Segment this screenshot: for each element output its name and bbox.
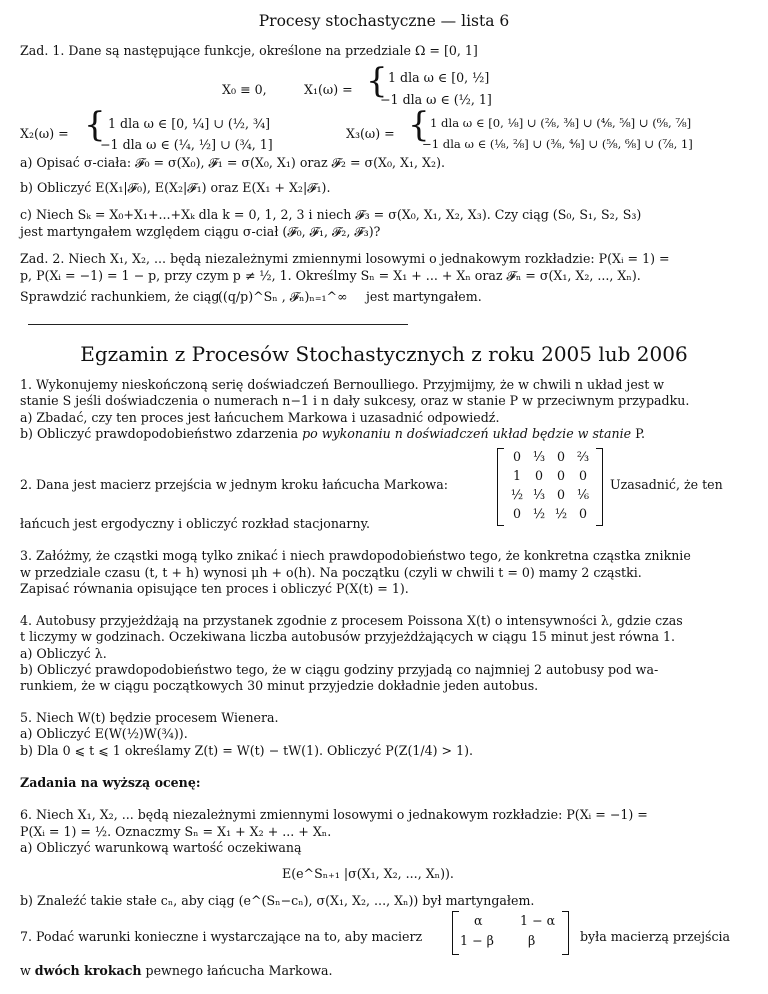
matrix-cell: 0 xyxy=(578,468,587,483)
matrix-cell: 0 xyxy=(578,506,587,521)
z1-line4-italic: po wykonaniu n doświadczeń układ będzie w stanie xyxy=(302,426,632,441)
z7-matrix-right-bracket xyxy=(562,911,569,955)
z6-line5: b) Znaleźć takie stałe cₙ, aby ciąg (e^(Sₙ−cₙ), σ(X₁, X₂, ..., Xₙ)) był martyngałem. xyxy=(20,893,535,908)
z7-line1: 7. Podać warunki konieczne i wystarczające na to, aby macierz xyxy=(20,929,423,944)
zad2-line3a: Sprawdzić rachunkiem, że ciąg xyxy=(20,289,220,304)
z1-line4-b: P. xyxy=(631,426,646,441)
z7-line1b: była macierzą przejścia xyxy=(580,929,731,944)
z1-line3: a) Zbadać, czy ten proces jest łańcuchem Markowa i uzasadnić odpowiedź. xyxy=(20,410,500,425)
z7-m11: α xyxy=(474,913,483,928)
x3-lhs: X₃(ω) = xyxy=(346,126,395,141)
x1-lhs: X₁(ω) = xyxy=(304,82,353,97)
matrix-cell: 0 xyxy=(512,449,521,464)
x1-case2: −1 dla ω ∈ (½, 1] xyxy=(380,92,492,107)
zad1-b: b) Obliczyć E(X₁|𝓕₀), E(X₂|𝓕₁) oraz E(X₁ + X₂|𝓕₁). xyxy=(20,180,331,195)
matrix-cell: 1 xyxy=(512,468,521,483)
page-title: Procesy stochastyczne — lista 6 xyxy=(258,12,510,30)
z4-line4: b) Obliczyć prawdopodobieństwo tego, że w ciągu godziny przyjadą co najmniej 2 autobusy pod wa- xyxy=(20,662,659,677)
z1-line4 xyxy=(20,426,748,442)
z1-line1: 1. Wykonujemy nieskończoną serię doświadczeń Bernoulliego. Przyjmijmy, że w chwili n układ jest w xyxy=(20,377,665,392)
z2-line2: łańcuch jest ergodyczny i obliczyć rozkład stacjonarny. xyxy=(20,516,371,531)
x2-case1: 1 dla ω ∈ [0, ¼] ∪ (½, ¾] xyxy=(108,116,271,131)
z1-line2: stanie S jeśli doświadczenia o numerach n−1 i n dały sukcesy, oraz w stanie P w przeciwnym przypadku. xyxy=(20,393,690,408)
z5-line2: a) Obliczyć E(W(½)W(¾)). xyxy=(20,726,188,741)
matrix-right-bracket xyxy=(596,448,603,526)
x3-case2: −1 dla ω ∈ (⅛, ²⁄₈] ∪ (³⁄₈, ⁴⁄₈] ∪ (⁵⁄₈, ⁶⁄₈] ∪ (⁷⁄₈, 1] xyxy=(422,137,693,151)
matrix-cell: 0 xyxy=(556,449,565,464)
z3-line2: w przedziale czasu (t, t + h) wynosi μh + o(h). Na początku (czyli w chwili t = 0) mamy 2 cząstki. xyxy=(20,565,642,580)
matrix-cell: 0 xyxy=(556,468,565,483)
z7-line2-b: pewnego łańcucha Markowa. xyxy=(141,963,333,978)
section-divider xyxy=(28,324,408,325)
matrix-left-bracket xyxy=(497,448,504,526)
zad1-intro: Zad. 1. Dane są następujące funkcje, określone na przedziale Ω = [0, 1] xyxy=(20,43,478,58)
x0-def: X₀ ≡ 0, xyxy=(222,82,267,97)
zad2-martingale: ((q/p)^Sₙ , 𝓕ₙ)ₙ₌₁^∞ xyxy=(218,289,348,304)
higher-grade-heading: Zadania na wyższą ocenę: xyxy=(20,775,201,790)
z2-line1b: Uzasadnić, że ten xyxy=(610,477,723,492)
z4-line2: t liczymy w godzinach. Oczekiwana liczba autobusów przyjeżdżających w ciągu 15 minut jest równa 1. xyxy=(20,629,676,644)
x3-brace: { xyxy=(408,105,430,145)
z7-line2-a: w xyxy=(20,963,35,978)
x2-lhs: X₂(ω) = xyxy=(20,126,69,141)
zad2-line2: p, P(Xᵢ = −1) = 1 − p, przy czym p ≠ ½, 1. Określmy Sₙ = X₁ + ... + Xₙ oraz 𝓕ₙ = σ(X₁, X₂, ..., Xₙ). xyxy=(20,268,641,283)
z4-line1: 4. Autobusy przyjeżdżają na przystanek zgodnie z procesem Poissona X(t) o intensywności λ, gdzie czas xyxy=(20,613,683,628)
x1-brace: { xyxy=(366,61,388,101)
z2-line1: 2. Dana jest macierz przejścia w jednym kroku łańcucha Markowa: xyxy=(20,477,448,492)
matrix-cell: 0 xyxy=(534,468,543,483)
z3-line3: Zapisać równania opisujące ten proces i obliczyć P(X(t) = 1). xyxy=(20,581,409,596)
z5-line1: 5. Niech W(t) będzie procesem Wienera. xyxy=(20,710,279,725)
zad1-a: a) Opisać σ-ciała: 𝓕₀ = σ(X₀), 𝓕₁ = σ(X₀, X₁) oraz 𝓕₂ = σ(X₀, X₁, X₂). xyxy=(20,155,445,170)
z4-line5: runkiem, że w ciągu początkowych 30 minut przyjedzie dokładnie jeden autobus. xyxy=(20,678,539,693)
exam-title: Egzamin z Procesów Stochastycznych z roku 2005 lub 2006 xyxy=(80,342,688,366)
z7-m12: 1 − α xyxy=(520,913,556,928)
z7-m22: β xyxy=(528,933,536,948)
x2-brace: { xyxy=(84,105,106,145)
transition-matrix xyxy=(506,449,594,525)
matrix-cell: 0 xyxy=(556,487,565,502)
zad1-c1: c) Niech Sₖ = X₀+X₁+...+Xₖ dla k = 0, 1, 2, 3 i niech 𝓕₃ = σ(X₀, X₁, X₂, X₃). Czy ciąg (S₀, S₁, S₂, S₃) xyxy=(20,207,642,222)
x3-case1: 1 dla ω ∈ [0, ⅛] ∪ (²⁄₈, ³⁄₈] ∪ (⁴⁄₈, ⁵⁄₈] ∪ (⁶⁄₈, ⁷⁄₈] xyxy=(430,116,692,130)
zad2-line1: Zad. 2. Niech X₁, X₂, ... będą niezależnymi zmiennymi losowymi o jednakowym rozkładzie: P(Xᵢ = 1) = xyxy=(20,251,670,266)
matrix-cell: ⅓ xyxy=(532,449,546,464)
x2-case2: −1 dla ω ∈ (¼, ½] ∪ (¾, 1] xyxy=(100,137,273,152)
matrix-cell: ⅔ xyxy=(576,449,590,464)
matrix-cell: ½ xyxy=(510,487,524,502)
z6-line1: 6. Niech X₁, X₂, ... będą niezależnymi zmiennymi losowymi o jednakowym rozkładzie: P(Xᵢ = −1) = xyxy=(20,807,648,822)
z6-expectation: E(e^Sₙ₊₁ |σ(X₁, X₂, ..., Xₙ)). xyxy=(282,866,454,881)
matrix-cell: ⅓ xyxy=(532,487,546,502)
z5-line3: b) Dla 0 ⩽ t ⩽ 1 określamy Z(t) = W(t) − tW(1). Obliczyć P(Z(1/4) > 1). xyxy=(20,743,474,758)
z6-line2: P(Xᵢ = 1) = ½. Oznaczmy Sₙ = X₁ + X₂ + ... + Xₙ. xyxy=(20,824,332,839)
z1-line4-a: b) Obliczyć prawdopodobieństwo zdarzenia xyxy=(20,426,303,441)
matrix-cell: ⅙ xyxy=(576,487,590,502)
matrix-cell: ½ xyxy=(532,506,546,521)
z7-line2 xyxy=(20,963,748,979)
z7-m21: 1 − β xyxy=(460,933,494,948)
z7-line2-bold: dwóch krokach xyxy=(34,963,142,978)
z4-line3: a) Obliczyć λ. xyxy=(20,646,107,661)
x1-case1: 1 dla ω ∈ [0, ½] xyxy=(388,70,490,85)
z6-line3: a) Obliczyć warunkową wartość oczekiwaną xyxy=(20,840,302,855)
zad2-line3b: jest martyngałem. xyxy=(366,289,482,304)
z7-matrix-left-bracket xyxy=(452,911,459,955)
zad1-c2: jest martyngałem względem ciągu σ-ciał (𝓕₀, 𝓕₁, 𝓕₂, 𝓕₃)? xyxy=(20,224,381,239)
matrix-cell: 0 xyxy=(512,506,521,521)
z3-line1: 3. Załóżmy, że cząstki mogą tylko znikać i niech prawdopodobieństwo tego, że konkretna cząstka zniknie xyxy=(20,548,691,563)
matrix-cell: ½ xyxy=(554,506,568,521)
